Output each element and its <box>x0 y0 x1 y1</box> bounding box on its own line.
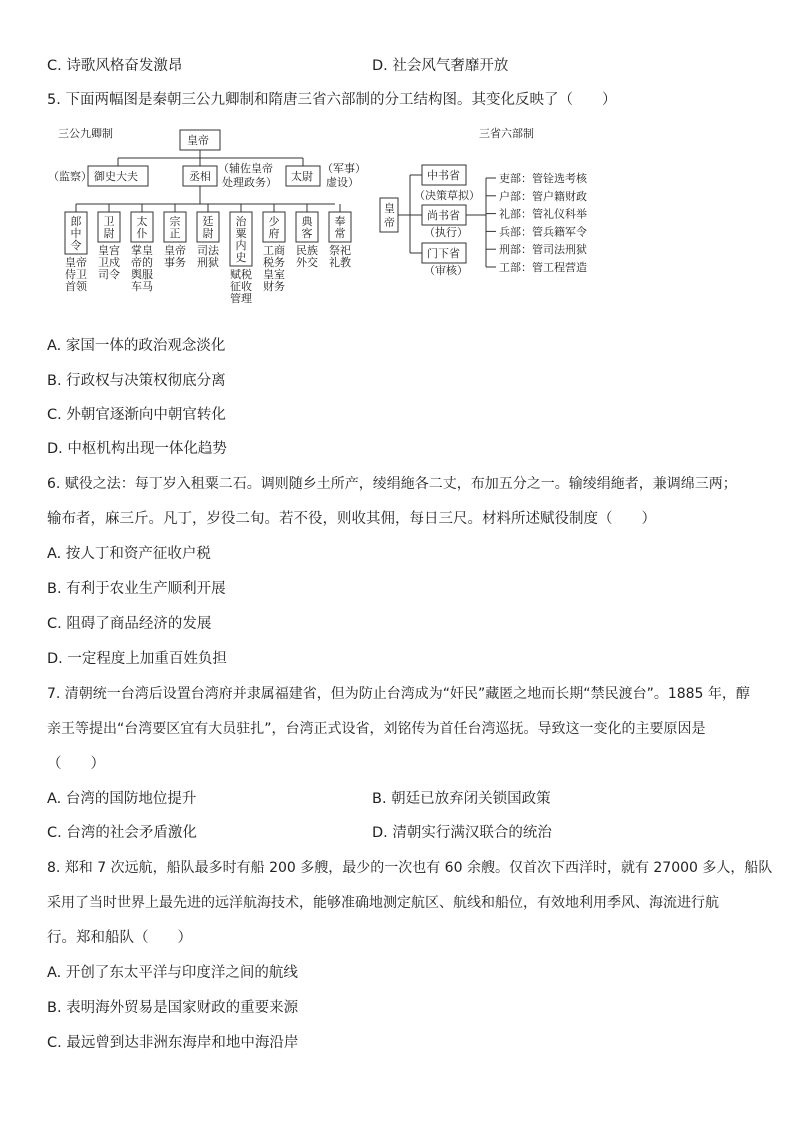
question-8-line-2: 采用了当时世界上最先进的远洋航海技术，能够准确地测定航区、航线和船位，有效地利用季风、海流进行航 <box>47 895 719 911</box>
q5-option-a: A. 家国一体的政治观念淡化 <box>47 338 226 354</box>
q6-option-a: A. 按人丁和资产征收户税 <box>47 546 211 562</box>
qing-duty: 掌皇帝的舆服车马 <box>131 244 153 293</box>
q6-option-c: C. 阻碍了商品经济的发展 <box>47 616 212 632</box>
q8-option-c: C. 最远曾到达非洲东海岸和地中海沿岸 <box>47 1035 299 1051</box>
q6-option-d: D. 一定程度上加重百姓负担 <box>47 651 227 667</box>
right-emperor-char-2: 帝 <box>384 216 395 229</box>
qing-group <box>65 204 351 305</box>
q8-option-a: A. 开创了东太平洋与印度洋之间的航线 <box>47 965 298 981</box>
question-6-line-1: 6. 赋役之法：每丁岁入租粟二石。调则随乡土所产，绫绢絁各二丈，布加五分之一。输绫绢絁者，兼调绵三两； <box>47 476 737 492</box>
q5-option-d: D. 中枢机构出现一体化趋势 <box>47 441 227 457</box>
qing-name: 治粟内史 <box>235 215 247 264</box>
right-emperor-char-1: 皇 <box>384 202 395 215</box>
gong-note-yushidafu: （监察） <box>48 170 92 183</box>
sheng-note-shangshu: （执行） <box>424 226 468 239</box>
q5-option-b: B. 行政权与决策权彻底分离 <box>47 373 226 389</box>
qing-name: 太仆 <box>136 215 148 240</box>
bu-label: 户部：管户籍财政 <box>499 189 587 203</box>
q7-option-d: D. 清朝实行满汉联合的统治 <box>372 825 552 841</box>
gong-note-chengxiang-1: （辅佐皇帝 <box>218 162 273 175</box>
bu-group <box>486 171 588 274</box>
qing-duty: 民族外交 <box>296 244 318 269</box>
question-7-line-2: 亲王等提出“台湾要区宜有大员驻扎”，台湾正式设省，刘铭传为首任台湾巡抚。导致这一变化的主要原因是 <box>47 721 706 737</box>
qing-duty: 赋税征收管理 <box>230 268 252 305</box>
sheng-label-menxia: 门下省 <box>427 247 460 260</box>
qing-duty: 工商税务皇室财务 <box>263 244 285 293</box>
question-6-line-2: 输布者，麻三斤。凡丁，岁役二旬。若不役，则收其佣，每日三尺。材料所述赋役制度（ ） <box>47 511 656 527</box>
q5-option-c: C. 外朝官逐渐向中朝官转化 <box>47 407 226 423</box>
qing-name: 廷尉 <box>202 215 214 240</box>
qing-name: 宗正 <box>169 215 181 240</box>
sheng-note-menxia: （审核） <box>424 264 468 277</box>
left-diagram-title: 三公九卿制 <box>58 127 113 140</box>
gong-note-taiwei-1: （军事） <box>322 162 366 175</box>
question-7-line-3: （ ） <box>47 756 105 772</box>
gong-note-chengxiang-2: 处理政务） <box>222 176 277 189</box>
question-8-line-1: 8. 郑和 7 次远航，船队最多时有船 200 多艘，最少的一次也有 60 余艘。仅首次下西洋时，就有 27000 多人，船队 <box>47 860 773 876</box>
gong-label-chengxiang: 丞相 <box>189 170 211 183</box>
right-diagram-title: 三省六部制 <box>479 127 534 140</box>
q8-option-b: B. 表明海外贸易是国家财政的重要来源 <box>47 1000 299 1016</box>
q7-option-a: A. 台湾的国防地位提升 <box>47 791 197 807</box>
qing-name: 奉常 <box>334 215 346 240</box>
gong-note-taiwei-2: 虚设） <box>326 176 359 189</box>
bu-label: 刑部：管司法刑狱 <box>499 243 587 257</box>
question-5-stem: 5. 下面两幅图是秦朝三公九卿制和隋唐三省六部制的分工结构图。其变化反映了（ ） <box>47 92 617 108</box>
qing-duty: 皇宫卫戍司令 <box>98 244 120 281</box>
q7-option-c: C. 台湾的社会矛盾激化 <box>47 825 197 841</box>
q7-option-b: B. 朝廷已放弃闭关锁国政策 <box>372 791 551 807</box>
option-d: D. 社会风气奢靡开放 <box>372 58 509 74</box>
bu-label: 吏部：管铨选考核 <box>499 172 587 185</box>
q5-structure-diagrams <box>0 120 794 330</box>
qing-duty: 司法刑狱 <box>197 244 219 269</box>
qing-duty: 祭祀礼教 <box>329 244 351 269</box>
bu-label: 兵部：管兵籍军令 <box>499 225 587 239</box>
sheng-label-shangshu: 尚书省 <box>427 209 460 222</box>
sheng-note-zhongshu: （决策草拟） <box>414 189 480 202</box>
qing-name: 卫尉 <box>103 215 115 240</box>
left-emperor-label: 皇帝 <box>187 134 209 147</box>
qing-name: 少府 <box>268 215 280 240</box>
q6-option-b: B. 有利于农业生产顺利开展 <box>47 581 226 597</box>
qing-duty: 皇帝事务 <box>164 244 186 269</box>
question-7-line-1: 7. 清朝统一台湾后设置台湾府并隶属福建省，但为防止台湾成为“奸民”藏匿之地而长期“禁民渡台”。1885 年，醇 <box>47 686 750 702</box>
sheng-label-zhongshu: 中书省 <box>427 169 460 182</box>
bu-label: 礼部：管礼仪科举 <box>499 207 587 221</box>
qing-name: 典客 <box>301 215 313 240</box>
qing-duty: 皇帝侍卫首领 <box>65 256 87 293</box>
question-8-line-3: 行。郑和船队（ ） <box>47 930 192 946</box>
gong-label-yushidafu: 御史大夫 <box>94 170 138 183</box>
qing-name: 郎中令 <box>70 215 82 252</box>
bu-label: 工部：管工程营造 <box>499 261 587 274</box>
gong-label-taiwei: 太尉 <box>291 170 313 183</box>
option-c: C. 诗歌风格奋发激昂 <box>47 58 183 74</box>
